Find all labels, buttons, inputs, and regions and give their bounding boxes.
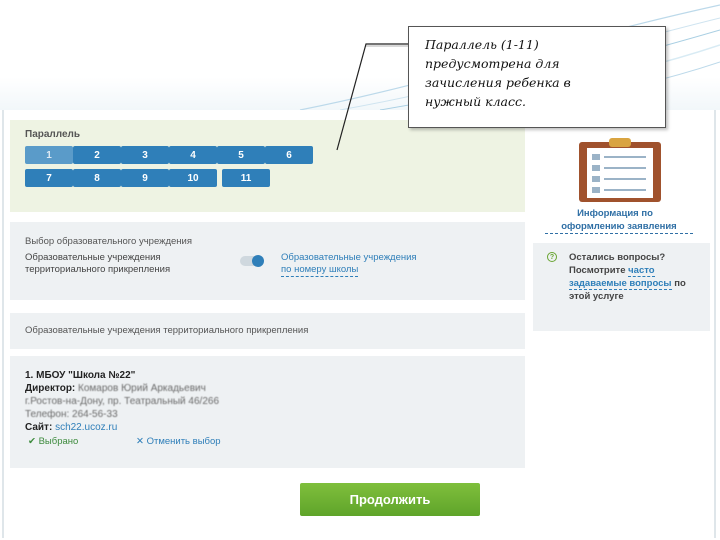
- by-number-link-line1[interactable]: Образовательные учреждения: [281, 252, 417, 263]
- grade-button-5[interactable]: 5: [217, 146, 265, 164]
- continue-button[interactable]: Продолжить: [300, 483, 480, 516]
- territory-title: Образовательные учреждения территориального прикрепления: [25, 325, 309, 336]
- grade-button-6[interactable]: 6: [265, 146, 313, 164]
- grade-button-4[interactable]: 4: [169, 146, 217, 164]
- callout-line-1: Параллель (1-11): [425, 37, 539, 52]
- annotation-callout: [408, 26, 666, 128]
- grade-button-1[interactable]: 1: [25, 146, 73, 164]
- site-link[interactable]: sch22.ucoz.ru: [55, 422, 118, 433]
- faq-link[interactable]: часто задаваемые вопросы: [569, 265, 672, 289]
- cancel-selection-link[interactable]: ✕ Отменить выбор: [136, 436, 221, 447]
- school-address: г.Ростов-на-Дону, пр. Театральный 46/266: [25, 396, 219, 407]
- selected-status: ✔ Выбрано: [28, 436, 79, 447]
- director-value: Комаров Юрий Аркадьевич: [78, 383, 206, 394]
- faq-text: [569, 251, 699, 303]
- grade-button-8[interactable]: 8: [73, 169, 121, 187]
- info-link-line2[interactable]: оформлению заявления: [545, 220, 693, 234]
- school-name-text: 1. МБОУ "Школа №22": [25, 370, 136, 381]
- callout-line-4: нужный класс.: [425, 94, 526, 109]
- institution-choice-title: Выбор образовательного учреждения: [25, 236, 192, 247]
- site-label: Сайт:: [25, 422, 53, 433]
- school-phone: Телефон: 264-56-33: [25, 409, 118, 420]
- territorial-option-label-1: Образовательные учреждения: [25, 252, 161, 263]
- faq-text-start: Остались вопросы? Посмотрите: [569, 252, 666, 276]
- question-icon: ?: [547, 252, 557, 262]
- by-number-link-line2[interactable]: по номеру школы: [281, 264, 359, 275]
- grade-button-7[interactable]: 7: [25, 169, 73, 187]
- territorial-option-label-2: территориального прикрепления: [25, 264, 171, 275]
- grade-button-9[interactable]: 9: [121, 169, 169, 187]
- faq-text-end: по этой услуге: [569, 278, 686, 302]
- callout-line-3: зачисления ребенка в: [425, 75, 571, 90]
- grade-button-11[interactable]: 11: [222, 169, 270, 187]
- clipboard-icon[interactable]: [579, 138, 661, 202]
- grade-button-3[interactable]: 3: [121, 146, 169, 164]
- director-label: Директор:: [25, 383, 76, 394]
- institution-mode-toggle[interactable]: [240, 256, 264, 266]
- toggle-knob: [252, 255, 264, 267]
- info-link-line1[interactable]: Информация по: [577, 208, 653, 219]
- grade-button-2[interactable]: 2: [73, 146, 121, 164]
- parallel-title: Параллель: [25, 129, 81, 140]
- school-director: [25, 382, 206, 395]
- school-site: [25, 421, 117, 434]
- school-name: [25, 369, 135, 382]
- grade-button-10[interactable]: 10: [169, 169, 217, 187]
- callout-line-2: предусмотрена для: [425, 56, 560, 71]
